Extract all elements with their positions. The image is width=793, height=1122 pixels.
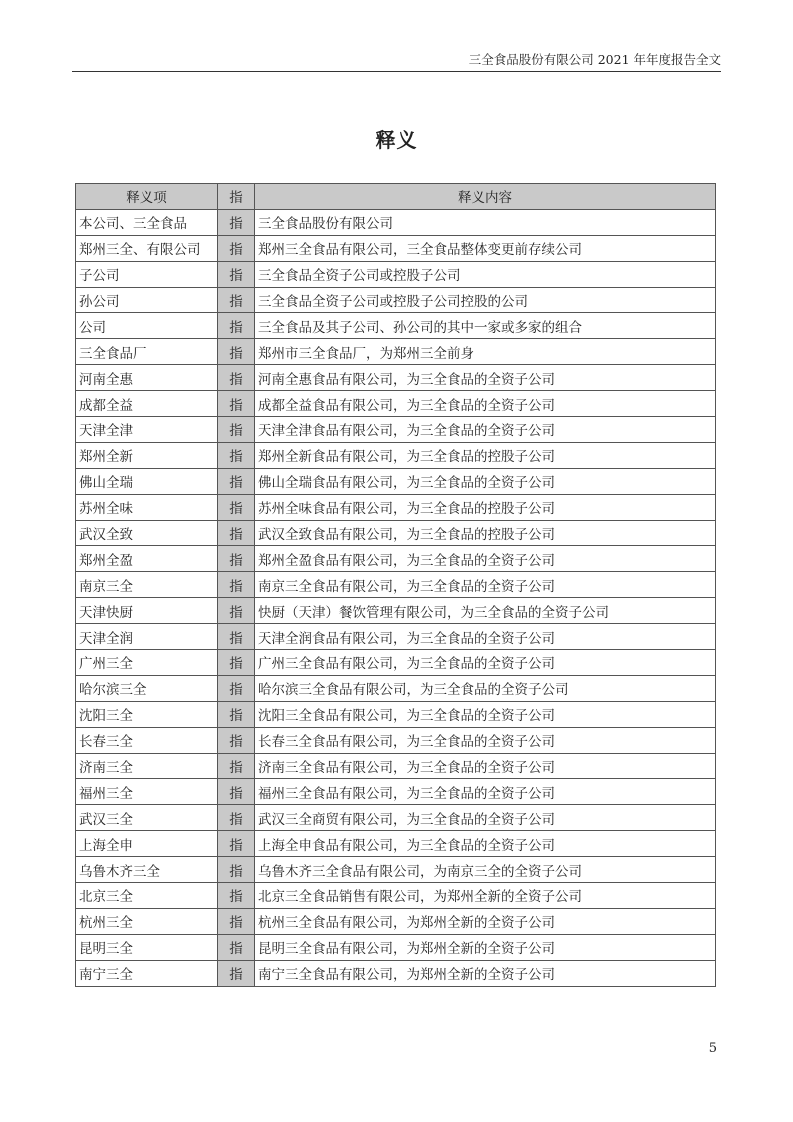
meaning-cell: 郑州全盈食品有限公司，为三全食品的全资子公司 bbox=[255, 546, 716, 572]
table-row bbox=[76, 391, 716, 417]
table-row bbox=[76, 908, 716, 934]
meaning-cell: 天津全润食品有限公司，为三全食品的全资子公司 bbox=[255, 624, 716, 650]
table-row bbox=[76, 417, 716, 443]
meaning-cell: 哈尔滨三全食品有限公司，为三全食品的全资子公司 bbox=[255, 675, 716, 701]
meaning-cell: 三全食品全资子公司或控股子公司 bbox=[255, 261, 716, 287]
term-cell: 昆明三全 bbox=[76, 934, 218, 960]
meaning-cell: 昆明三全食品有限公司，为郑州全新的全资子公司 bbox=[255, 934, 716, 960]
indicator-cell: 指 bbox=[218, 598, 255, 624]
meaning-cell: 杭州三全食品有限公司，为郑州全新的全资子公司 bbox=[255, 908, 716, 934]
indicator-cell: 指 bbox=[218, 365, 255, 391]
term-cell: 佛山全瑞 bbox=[76, 468, 218, 494]
meaning-cell: 广州三全食品有限公司，为三全食品的全资子公司 bbox=[255, 650, 716, 676]
meaning-cell: 郑州全新食品有限公司，为三全食品的控股子公司 bbox=[255, 442, 716, 468]
indicator-cell: 指 bbox=[218, 209, 255, 235]
indicator-cell: 指 bbox=[218, 546, 255, 572]
term-cell: 长春三全 bbox=[76, 727, 218, 753]
indicator-cell: 指 bbox=[218, 235, 255, 261]
term-cell: 河南全惠 bbox=[76, 365, 218, 391]
meaning-cell: 三全食品全资子公司或控股子公司控股的公司 bbox=[255, 287, 716, 313]
table-row bbox=[76, 287, 716, 313]
column-header-indicator: 指 bbox=[218, 184, 255, 210]
meaning-cell: 北京三全食品销售有限公司，为郑州全新的全资子公司 bbox=[255, 883, 716, 909]
indicator-cell: 指 bbox=[218, 339, 255, 365]
term-cell: 北京三全 bbox=[76, 883, 218, 909]
table-row bbox=[76, 313, 716, 339]
indicator-cell: 指 bbox=[218, 442, 255, 468]
meaning-cell: 三全食品股份有限公司 bbox=[255, 209, 716, 235]
table-row bbox=[76, 857, 716, 883]
table-row bbox=[76, 339, 716, 365]
indicator-cell: 指 bbox=[218, 831, 255, 857]
page-header: 三全食品股份有限公司 2021 年年度报告全文 bbox=[468, 52, 721, 67]
indicator-cell: 指 bbox=[218, 313, 255, 339]
indicator-cell: 指 bbox=[218, 908, 255, 934]
table-row bbox=[76, 235, 716, 261]
table-row bbox=[76, 365, 716, 391]
term-cell: 武汉三全 bbox=[76, 805, 218, 831]
term-cell: 三全食品厂 bbox=[76, 339, 218, 365]
indicator-cell: 指 bbox=[218, 753, 255, 779]
page-number: 5 bbox=[708, 1041, 717, 1056]
meaning-cell: 福州三全食品有限公司，为三全食品的全资子公司 bbox=[255, 779, 716, 805]
indicator-cell: 指 bbox=[218, 391, 255, 417]
section-title: 释义 bbox=[375, 128, 418, 152]
table-row bbox=[76, 598, 716, 624]
table-row bbox=[76, 572, 716, 598]
table-row bbox=[76, 701, 716, 727]
indicator-cell: 指 bbox=[218, 624, 255, 650]
meaning-cell: 济南三全食品有限公司，为三全食品的全资子公司 bbox=[255, 753, 716, 779]
term-cell: 福州三全 bbox=[76, 779, 218, 805]
indicator-cell: 指 bbox=[218, 934, 255, 960]
table-row bbox=[76, 934, 716, 960]
table-header-row bbox=[76, 184, 716, 210]
term-cell: 上海全申 bbox=[76, 831, 218, 857]
table-row bbox=[76, 779, 716, 805]
indicator-cell: 指 bbox=[218, 287, 255, 313]
indicator-cell: 指 bbox=[218, 468, 255, 494]
table-row bbox=[76, 624, 716, 650]
term-cell: 郑州三全、有限公司 bbox=[76, 235, 218, 261]
term-cell: 孙公司 bbox=[76, 287, 218, 313]
term-cell: 苏州全味 bbox=[76, 494, 218, 520]
term-cell: 武汉全致 bbox=[76, 520, 218, 546]
indicator-cell: 指 bbox=[218, 572, 255, 598]
term-cell: 郑州全新 bbox=[76, 442, 218, 468]
table-row bbox=[76, 753, 716, 779]
term-cell: 天津全津 bbox=[76, 417, 218, 443]
indicator-cell: 指 bbox=[218, 650, 255, 676]
meaning-cell: 成都全益食品有限公司，为三全食品的全资子公司 bbox=[255, 391, 716, 417]
meaning-cell: 沈阳三全食品有限公司，为三全食品的全资子公司 bbox=[255, 701, 716, 727]
term-cell: 天津快厨 bbox=[76, 598, 218, 624]
term-cell: 公司 bbox=[76, 313, 218, 339]
table-row bbox=[76, 442, 716, 468]
table-body bbox=[76, 209, 716, 986]
table-row bbox=[76, 546, 716, 572]
indicator-cell: 指 bbox=[218, 261, 255, 287]
table-row bbox=[76, 468, 716, 494]
table-row bbox=[76, 727, 716, 753]
meaning-cell: 乌鲁木齐三全食品有限公司，为南京三全的全资子公司 bbox=[255, 857, 716, 883]
table-row bbox=[76, 675, 716, 701]
indicator-cell: 指 bbox=[218, 727, 255, 753]
term-cell: 天津全润 bbox=[76, 624, 218, 650]
definitions-table bbox=[75, 183, 716, 987]
indicator-cell: 指 bbox=[218, 883, 255, 909]
indicator-cell: 指 bbox=[218, 417, 255, 443]
indicator-cell: 指 bbox=[218, 960, 255, 986]
term-cell: 本公司、三全食品 bbox=[76, 209, 218, 235]
table-row bbox=[76, 883, 716, 909]
term-cell: 济南三全 bbox=[76, 753, 218, 779]
term-cell: 沈阳三全 bbox=[76, 701, 218, 727]
table-row bbox=[76, 960, 716, 986]
term-cell: 子公司 bbox=[76, 261, 218, 287]
table-row bbox=[76, 650, 716, 676]
table-row bbox=[76, 261, 716, 287]
header-divider bbox=[72, 71, 721, 72]
term-cell: 郑州全盈 bbox=[76, 546, 218, 572]
indicator-cell: 指 bbox=[218, 805, 255, 831]
indicator-cell: 指 bbox=[218, 520, 255, 546]
meaning-cell: 上海全申食品有限公司，为三全食品的全资子公司 bbox=[255, 831, 716, 857]
table-row bbox=[76, 831, 716, 857]
indicator-cell: 指 bbox=[218, 675, 255, 701]
term-cell: 南宁三全 bbox=[76, 960, 218, 986]
term-cell: 杭州三全 bbox=[76, 908, 218, 934]
indicator-cell: 指 bbox=[218, 779, 255, 805]
term-cell: 南京三全 bbox=[76, 572, 218, 598]
term-cell: 成都全益 bbox=[76, 391, 218, 417]
meaning-cell: 苏州全味食品有限公司，为三全食品的控股子公司 bbox=[255, 494, 716, 520]
term-cell: 广州三全 bbox=[76, 650, 218, 676]
table-row bbox=[76, 209, 716, 235]
term-cell: 哈尔滨三全 bbox=[76, 675, 218, 701]
meaning-cell: 河南全惠食品有限公司，为三全食品的全资子公司 bbox=[255, 365, 716, 391]
indicator-cell: 指 bbox=[218, 857, 255, 883]
table-row bbox=[76, 520, 716, 546]
indicator-cell: 指 bbox=[218, 701, 255, 727]
meaning-cell: 南京三全食品有限公司，为三全食品的全资子公司 bbox=[255, 572, 716, 598]
meaning-cell: 天津全津食品有限公司，为三全食品的全资子公司 bbox=[255, 417, 716, 443]
meaning-cell: 南宁三全食品有限公司，为郑州全新的全资子公司 bbox=[255, 960, 716, 986]
meaning-cell: 郑州市三全食品厂，为郑州三全前身 bbox=[255, 339, 716, 365]
meaning-cell: 武汉全致食品有限公司，为三全食品的控股子公司 bbox=[255, 520, 716, 546]
meaning-cell: 快厨（天津）餐饮管理有限公司，为三全食品的全资子公司 bbox=[255, 598, 716, 624]
table-row bbox=[76, 805, 716, 831]
meaning-cell: 郑州三全食品有限公司，三全食品整体变更前存续公司 bbox=[255, 235, 716, 261]
meaning-cell: 武汉三全商贸有限公司，为三全食品的全资子公司 bbox=[255, 805, 716, 831]
table-row bbox=[76, 494, 716, 520]
meaning-cell: 长春三全食品有限公司，为三全食品的全资子公司 bbox=[255, 727, 716, 753]
meaning-cell: 三全食品及其子公司、孙公司的其中一家或多家的组合 bbox=[255, 313, 716, 339]
meaning-cell: 佛山全瑞食品有限公司，为三全食品的全资子公司 bbox=[255, 468, 716, 494]
column-header-term: 释义项 bbox=[76, 184, 218, 210]
column-header-meaning: 释义内容 bbox=[255, 184, 716, 210]
term-cell: 乌鲁木齐三全 bbox=[76, 857, 218, 883]
indicator-cell: 指 bbox=[218, 494, 255, 520]
